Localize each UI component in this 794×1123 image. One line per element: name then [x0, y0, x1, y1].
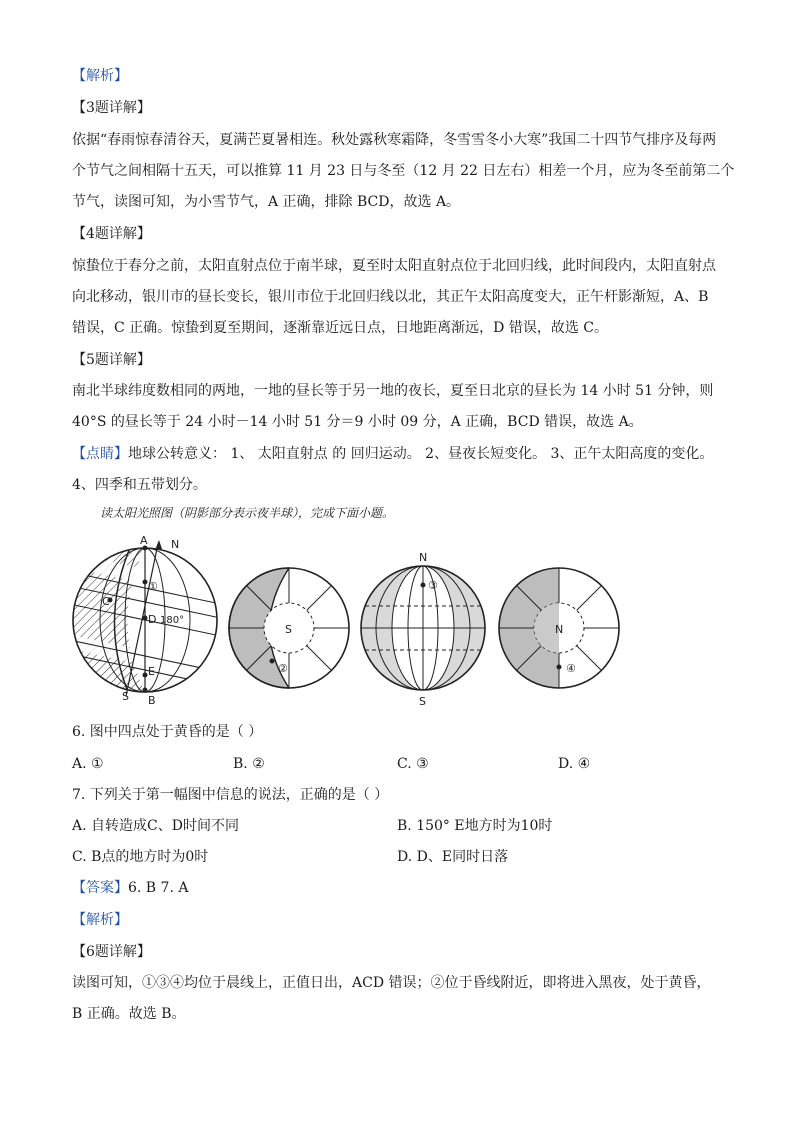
globe-1 — [60, 534, 230, 707]
answer-text: 6. B 7. A — [128, 880, 189, 896]
q4-text-line: 向北移动，银川市的昼长变长，银川市位于北回归线以北，其正午太阳高度变大，正午杆影渐短，A、B — [72, 289, 709, 305]
analysis-heading: 【解析】 — [72, 68, 128, 84]
marker-1: ① — [148, 580, 158, 593]
q7-option-c: C. B点的地方时为0时 — [72, 849, 209, 865]
label-S-1: S — [122, 690, 129, 703]
q6-option-c: C. ③ — [397, 756, 429, 772]
label-B: B — [148, 694, 156, 707]
q3-text-line: 个节气之间相隔十五天，可以推算 11 月 23 日与冬至（12 月 22 日左右）相差一个月，应为冬至前第二个 — [72, 163, 735, 179]
q6-option-a: A. ① — [72, 756, 104, 772]
q7-option-b: B. 150° E地方时为10时 — [397, 818, 553, 834]
answer-label: 【答案】 — [72, 880, 128, 896]
globe-4 — [499, 568, 619, 688]
label-D: D — [148, 613, 157, 626]
q4-heading: 【4题详解】 — [72, 226, 151, 242]
tip-text: 地球公转意义： 1、 太阳直射点 的 回归运动。 2、昼夜长短变化。 3、正午太阳高度的变化。 — [128, 446, 714, 462]
figure-caption: 读太阳光照图（阴影部分表示夜半球），完成下面小题。 — [100, 506, 395, 520]
tip-line — [72, 444, 713, 464]
label-S-2: S — [285, 623, 292, 636]
label-S-3: S — [419, 695, 426, 708]
label-180-degree: 180° — [160, 615, 185, 626]
q3-heading: 【3题详解】 — [72, 100, 151, 116]
q6-detail-heading: 【6题详解】 — [72, 944, 151, 960]
label-C: C — [102, 595, 110, 608]
marker-2: ② — [278, 662, 288, 675]
answer-line — [72, 878, 188, 898]
q6-detail-line: 读图可知，①③④均位于晨线上，正值日出，ACD 错误；②位于昏线附近，即将进入黑夜，处于黄昏， — [72, 975, 711, 991]
globe-2 — [229, 568, 349, 688]
marker-4: ④ — [566, 662, 576, 675]
label-E: E — [148, 665, 155, 678]
q5-text-line: 40°S 的昼长等于 24 小时－14 小时 51 分＝9 小时 09 分，A 正确，BCD 错误，故选 A。 — [72, 414, 643, 430]
marker-3: ③ — [428, 579, 438, 592]
label-N-3: N — [419, 551, 428, 564]
tip-label: 【点睛】 — [72, 446, 128, 462]
q6-stem: 6. 图中四点处于黄昏的是（ ） — [72, 724, 263, 740]
label-N-4: N — [555, 623, 564, 636]
analysis-heading-2: 【解析】 — [72, 912, 128, 928]
q3-text-line: 节气，读图可知，为小雪节气，A 正确，排除 BCD，故选 A。 — [72, 194, 461, 210]
q6-option-d: D. ④ — [558, 756, 591, 772]
tip-text-line2: 4、四季和五带划分。 — [72, 477, 207, 493]
q6-detail-line: B 正确。故选 B。 — [72, 1006, 186, 1022]
q5-heading: 【5题详解】 — [72, 352, 151, 368]
q7-option-a: A. 自转造成C、D时间不同 — [72, 818, 239, 834]
q5-text-line: 南北半球纬度数相同的两地，一地的昼长等于另一地的夜长，夏至日北京的昼长为 14 小时 51 分钟，则 — [72, 383, 714, 399]
globe-3 — [361, 551, 485, 708]
label-N-1: N — [171, 538, 180, 551]
label-A: A — [140, 534, 148, 547]
q4-text-line: 错误，C 正确。惊蛰到夏至期间，逐渐靠近远日点，日地距离渐远，D 错误，故选 C。 — [72, 320, 608, 336]
q4-text-line: 惊蛰位于春分之前，太阳直射点位于南半球，夏至时太阳直射点位于北回归线，此时间段内，太阳直射点 — [72, 258, 716, 274]
q3-text-line: 依据“春雨惊春清谷天，夏满芒夏暑相连。秋处露秋寒霜降，冬雪雪冬小大寒”我国二十四节气排序及每两 — [72, 132, 717, 148]
q7-stem: 7. 下列关于第一幅图中信息的说法，正确的是（ ） — [72, 787, 389, 803]
q7-option-d: D. D、E同时日落 — [397, 849, 509, 865]
sunlight-diagrams — [60, 530, 740, 715]
q6-option-b: B. ② — [233, 756, 265, 772]
